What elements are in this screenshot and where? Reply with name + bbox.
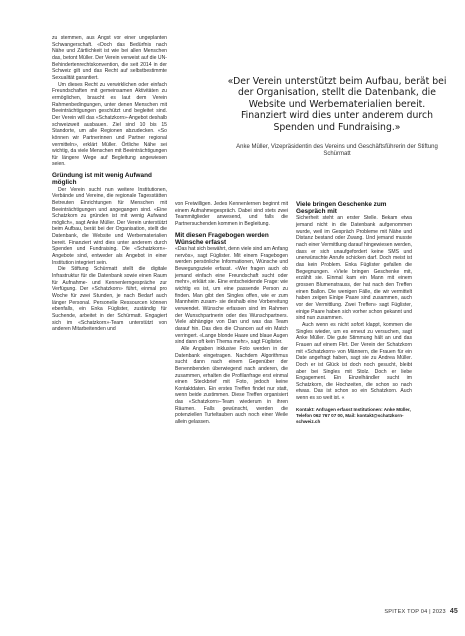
quote-attribution: Anke Müller, Vizepräsidentin des Vereins und Geschäftsführerin der Stiftung Schürmatt [236,144,438,158]
paragraph: zu stemmen, aus Angst vor einer ungeplanten Schwangerschaft. «Doch das Bedürfnis nach Nähe und Zärtlichkeit ist wie bei allen Menschen das, betont Müller. Der Verein verweist auf die UN-Behindertenrechtskonvention, die seit 2014 in der Schweiz gilt und das Recht auf selbstbestimmte Sexualität garantiert. [52,35,167,81]
text-column-3 [296,201,412,425]
paragraph: Alle Angaben inklusive Foto werden in der Datenbank eingetragen. Nachdem Algorithmus sucht dann nach einem Gegenüber der Benennbenden überwiegend nach anderen, die zusammen, erhalten die Profilanfrage erst einmal einen Steckbrief mit Foto, jedoch keine Kontaktdaten. Ein erstes Treffen findet nur statt, wenn beide zustimmen. Diese Treffen organisiert das «Schatzkorn»-Team wiederum in ihren Räumen. Falls gewünscht, werden die potenziellen Turteltauben auch noch einer Weile allein gelassen. [175,345,288,426]
section-heading: Mit diesen Fragebogen werden Wünsche erfasst [175,231,269,246]
text-column-2 [175,201,288,426]
paragraph: Auch wenn es nicht sofort klappt, kommen die Singles wieder, um es erneut zu versuchen, sagt Anke Müller. Die gute Stimmung hält an und das Frauen auf einem Flirt. Der Verein der Schatzkorn mit «Schatzkorn» von Männern, die Frauen für ein Date angefragt haben, sagt sie zu Andrea Müller. Doch er ist Glück ist doch noch gesucht, bleibt aber bei Singles mit Stolz. Doch er liebe Engagement. Ein Einzelhändler sucht im Schatzkorn, die Hochzeiten, die schon so nach etwas. Das ist schon so ein Schatzkorn. Auch wenn es so weit ist. « [296,321,412,402]
paragraph: von Freiwilligen. Jedes Kennenlernen beginnt mit einem Aufnahmegespräch. Dabei sind stets zwei Teammitglieder anwesend, und falls die Partnersuchenden kommen in Begleitung. [175,201,288,227]
page-footer [308,608,458,615]
issue-label: SPITEX TOP 04 | 2023 [384,609,446,615]
paragraph: «Das hat sich bewährt, denn viele sind am Anfang nervös», sagt Füglister. Mit einem Fragebogen werden persönliche Informationen, Wünsche und Bewegungsziele erfasst. «Wer fragen auch ob jemand einfach eine Freundschaft sucht oder mehr», erklärt sie. Eine entscheidende Frage: wie wichtig es ist, um eine passende Person zu finden. Man gibt den Singles offen, wie er zum Mannheim zusam- sie deshalb eine Vorbereitung verwendet. Wünsche erfassen sind im Rahmen der Wunschpartnerin oder des Wunschpartners. Viele abhängige von Dan und was das Team darauf hin. Das dies die Chancen auf ein Match verringert. «Lange blonde Haare und blaue Augen sind dann oft kein Thema mehr», sagt Füglister. [175,246,288,346]
text-column-1 [52,35,167,333]
section-heading: Viele bringen Geschenke zum Gespräch mit [296,201,387,216]
paragraph: Der Verein sucht nun weitere Institutionen, Verbände und Vereine, die regionale Tagesstätten Betreuten Einrichtungen für Menschen mit Beeinträchtigungen und angegangen sind. «Eine Schatzkorn zu gründen ist mit wenig Aufwand möglich», sagt Anke Müller. Der Verein unterstützt beim Aufbau, berät bei der Organisation, stellt die Datenbank, die Website und Werbematerialien bereit. Finanziert wird dies unter anderem durch Spenden und Fundraising. Die «Schatzkorn»-Angebote sind, entweder als Angebot in einer Institution integriert sein. [52,186,167,266]
section-heading: Gründung ist mit wenig Aufwand möglich [52,172,152,187]
page-number: 45 [449,608,458,615]
paragraph: Sicherheit steht an erster Stelle. Bekam etwa jemand nicht in die Datenbank aufgenommen wurde, weil im Gespräch Probleme mit Nähe und Distanz bestand oder Zwang. Und jemand musste nach einer Vermittlung darauf hingewiesen werden, dass er sich unaufgefordert keine SMS und unerwünschte Anrufe schicken darf. Doch meist ist das kein Problem. Enka Füglister gefallen die Begegnungen. «Viele bringen Geschenke mit, erzählt sie. Einmal kam ein Mann mit einem grossen Blumenstrauss, der hat nach den Treffen einen Ballon. Die wenigen Fälle, die wir vermittelt haben zeigen Einige Paare sind zusammen, auch vor der Vermittlung. Zwei Treffen» sagt Füglister, einige Paare haben sich vorher schon gekannt und sind nun zusammen. [296,215,412,322]
pull-quote: «Der Verein unterstützt beim Aufbau, berät bei der Organisation, stellt die Datenbank, die Website und Werbematerialien bereit. Finanziert wird dies unter anderem durch Spenden und Fundraising.» [227,76,447,133]
paragraph: Die Stiftung Schürmatt stellt die digitale Infrastruktur für die Datenbank sowie einen Raum für Aufnahme- und Kennenlerngespräche zur Verfügung. Der «Schatzkorn» führt, einmal pro Woche für zwei Stunden, je nach Bedarf auch länger Personal. Personelle Ressourcen können ebenfalls, ein Enka Füglister, zuständig für Suchende, arbeitet in der Schürmatt. Engagiert sich im «Schatzkorn»-Team unterstützt von anderen Mitarbeitenden und [52,266,167,333]
contact-info: Kontakt: Anfragen erfasst Institutionen: Anke Müller, Telefon 062 767 07 00, Mail: kontakt@schatzkorn-schweiz.ch [296,406,411,424]
paragraph: Um dieses Recht zu verwirklichen oder einfach Freundschaften mit gemeinsamen Aktivitäten zu ermöglichen, braucht es laut dem Verein Rahmenbedingungen, unter denen Menschen mit Beeinträchtigungen geschützt und begleitet sind. Der Verein will das «Schatzkorn»-Angebot deshalb schweizweit ausbauen. Ziel sind 10 bis 15 Standorte, um alle Regionen abzudecken. «So können wir Partnerinnen und Partner regional vermitteln», erklärt Müller. Örtliche Nähe sei wichtig, da viele Menschen mit Beeinträchtigungen für längere Wege auf Begleitung angewiesen seien. [52,81,167,168]
